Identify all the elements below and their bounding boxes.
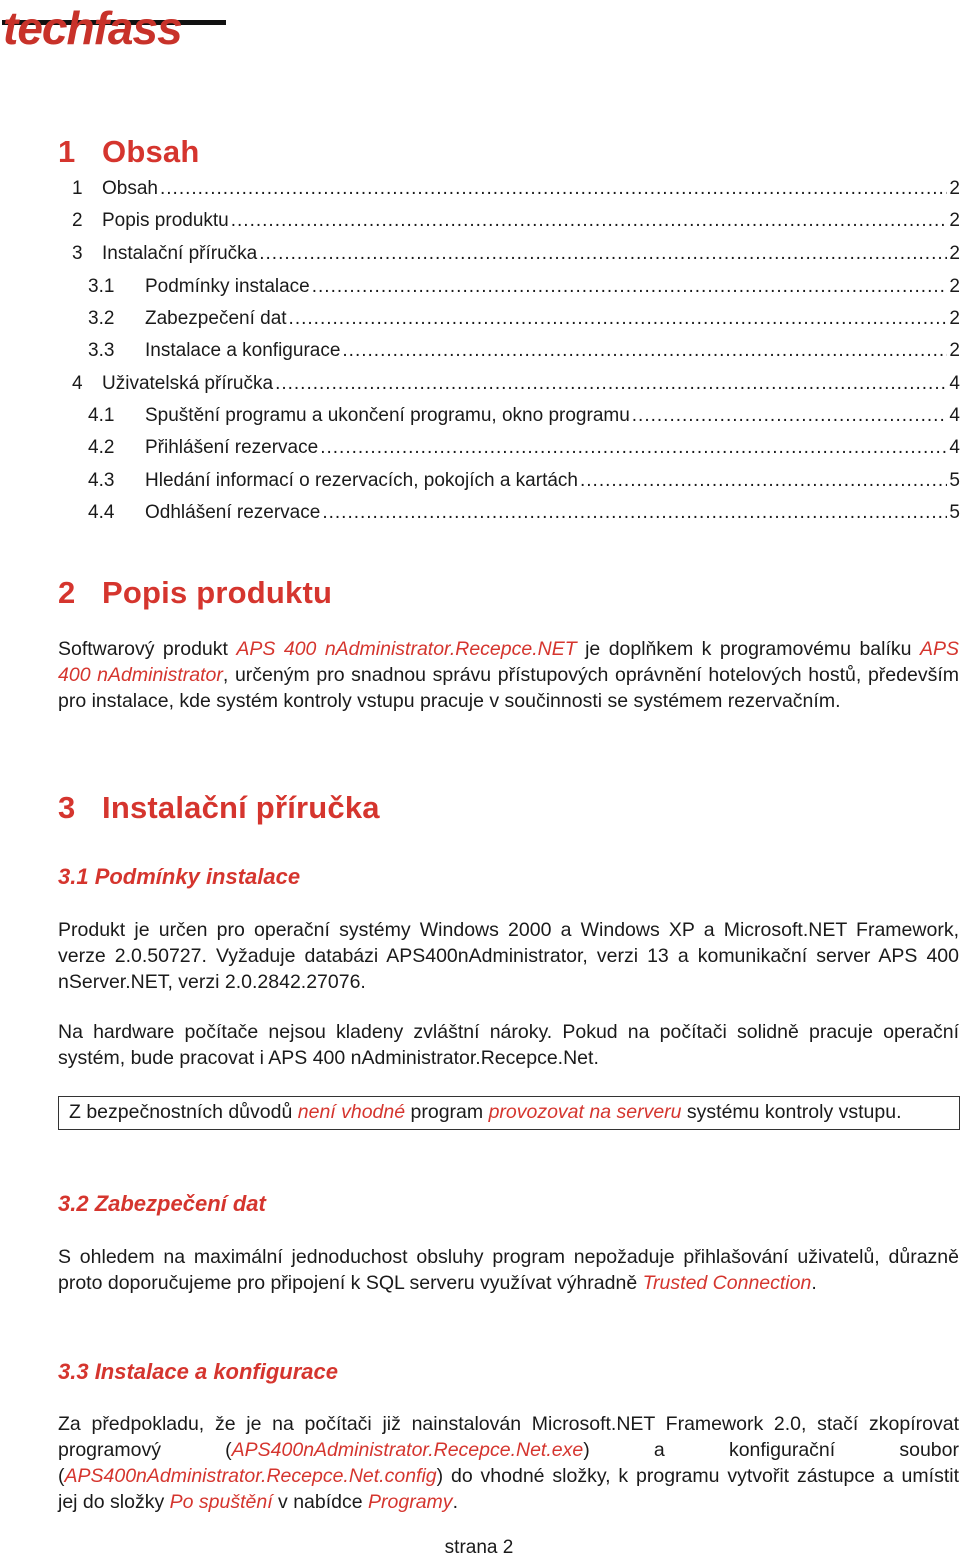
toc-number: 4.4 — [88, 502, 115, 523]
toc-entry-3-1[interactable] — [88, 274, 960, 300]
toc-number: 3.3 — [88, 340, 115, 361]
heading-obsah — [58, 134, 199, 170]
toc-page: 2 — [949, 340, 960, 361]
product-name: APS 400 nAdministrator.Recepce.NET — [236, 638, 577, 660]
toc-leader — [580, 468, 947, 494]
toc-title: Obsah — [102, 178, 158, 199]
heading-number: 1 — [58, 134, 76, 169]
toc-title: Instalace a konfigurace — [145, 340, 341, 361]
heading-title: Obsah — [102, 134, 200, 169]
text-run: Z bezpečnostních důvodů — [69, 1101, 298, 1123]
heading-zabezpeceni-dat: 3.2 Zabezpečení dat — [58, 1191, 266, 1216]
text-run: S ohledem na maximální jednoduchost obsluhy program nepožaduje přihlašování uživatelů, důrazně proto doporučujeme pro připojení k SQL serveru využívat výhradně — [58, 1246, 959, 1294]
toc-leader — [322, 500, 947, 526]
file-name: APS400nAdministrator.Recepce.Net.exe — [231, 1439, 584, 1461]
popis-paragraph — [58, 636, 959, 714]
toc-entry-2[interactable] — [72, 208, 960, 234]
toc-title: Hledání informací o rezervacích, pokojích a kartách — [145, 470, 578, 491]
toc-page: 2 — [949, 308, 960, 329]
toc-page: 2 — [949, 243, 960, 264]
podminky-paragraph-1: Produkt je určen pro operační systémy Windows 2000 a Windows XP a Microsoft.NET Framework, verze 2.0.50727. Vyžaduje databázi APS400nAdministrator, verzi 13 a komunikační server APS 400 nServer.NET, verzi 2.0.2842.27076. — [58, 919, 959, 993]
heading-popis-produktu — [58, 575, 332, 611]
toc-entry-4-4[interactable] — [88, 500, 960, 526]
text-run: systému kontroly vstupu. — [681, 1101, 902, 1123]
text-run: je doplňkem k programovému balíku — [576, 638, 920, 660]
toc-title: Odhlášení rezervace — [145, 502, 321, 523]
toc-title: Uživatelská příručka — [102, 373, 274, 394]
text-run: v nabídce — [272, 1491, 369, 1513]
text-run: ) do vhodné složky, k programu vytvořit zástupce a umístit jej do složky — [58, 1465, 959, 1513]
emphasis-text: provozovat na serveru — [488, 1101, 682, 1123]
text-run: program — [405, 1101, 489, 1123]
toc-page: 5 — [949, 470, 960, 491]
toc-number: 2 — [72, 210, 83, 231]
toc-title: Spuštění programu a ukončení programu, okno programu — [145, 405, 630, 426]
heading-number: 2 — [58, 575, 76, 610]
toc-page: 4 — [949, 405, 960, 426]
text-run: ) a konfigurační soubor ( — [58, 1439, 959, 1487]
toc-page: 5 — [949, 502, 960, 523]
heading-number: 3 — [58, 790, 76, 825]
toc-leader — [632, 403, 948, 429]
toc-leader — [289, 306, 948, 332]
heading-title: Popis produktu — [102, 575, 333, 610]
podminky-paragraph-2: Na hardware počítače nejsou kladeny zvláštní nároky. Pokud na počítači solidně pracuje operační systém, bude pracovat i APS 400 nAdministrator.Recepce.Net. — [58, 1021, 959, 1069]
toc-number: 4.3 — [88, 470, 115, 491]
toc-page: 4 — [949, 373, 960, 394]
toc-title: Instalační příručka — [102, 243, 258, 264]
toc-leader — [231, 208, 948, 234]
text-run: Softwarový produkt — [58, 638, 237, 660]
logo-text: techfass — [3, 2, 182, 52]
toc-entry-4-1[interactable] — [88, 403, 960, 429]
page-footer — [0, 1537, 960, 1559]
toc-leader — [312, 274, 948, 300]
product-name: APS 400 nAdministrator — [58, 638, 959, 686]
text-run: , určeným pro snadnou správu přístupových oprávnění hotelových hostů, především pro instalace, kde systém kontroly vstupu pracuje v součinnosti se systémem rezervačním. — [58, 664, 959, 712]
heading-podminky-instalace: 3.1 Podmínky instalace — [58, 864, 301, 889]
toc-page: 2 — [949, 210, 960, 231]
security-note-box — [58, 1096, 960, 1130]
toc-leader — [342, 338, 947, 364]
toc-title: Popis produktu — [102, 210, 229, 231]
toc-leader — [259, 241, 947, 267]
techfass-logo-graphic — [2, 0, 226, 52]
toc-page: 2 — [949, 178, 960, 199]
heading-instalace-a-konfigurace: 3.3 Instalace a konfigurace — [58, 1359, 339, 1384]
toc-leader — [160, 176, 947, 202]
toc-number: 3.1 — [88, 276, 115, 297]
menu-reference: Po spuštění — [169, 1491, 273, 1513]
heading-instalacni-prirucka — [58, 790, 380, 826]
toc-entry-3[interactable] — [72, 241, 960, 267]
toc-leader — [320, 435, 947, 461]
toc-entry-4[interactable] — [72, 371, 960, 397]
toc-number: 4.1 — [88, 405, 115, 426]
file-name: APS400nAdministrator.Recepce.Net.config — [64, 1465, 437, 1487]
toc-title: Přihlášení rezervace — [145, 437, 319, 458]
toc-number: 1 — [72, 178, 83, 199]
menu-reference: Programy — [368, 1491, 453, 1513]
text-run: . — [452, 1491, 458, 1513]
toc-entry-4-2[interactable] — [88, 435, 960, 461]
toc-number: 4 — [72, 373, 83, 394]
toc-number: 4.2 — [88, 437, 115, 458]
text-run: Za předpokladu, že je na počítači již nainstalován Microsoft.NET Framework 2.0, stačí zkopírovat programový ( — [58, 1413, 959, 1461]
toc-title: Podmínky instalace — [145, 276, 310, 297]
toc-page: 2 — [949, 276, 960, 297]
text-run: . — [811, 1272, 817, 1294]
instalace-paragraph — [58, 1411, 959, 1515]
toc-number: 3 — [72, 243, 83, 264]
heading-title: Instalační příručka — [102, 790, 380, 825]
emphasis-text: Trusted Connection — [642, 1272, 812, 1294]
toc-page: 4 — [949, 437, 960, 458]
toc-number: 3.2 — [88, 308, 115, 329]
toc-entry-3-3[interactable] — [88, 338, 960, 364]
toc-leader — [275, 371, 947, 397]
page-number: strana 2 — [444, 1537, 514, 1558]
toc-entry-4-3[interactable] — [88, 468, 960, 494]
toc-entry-3-2[interactable] — [88, 306, 960, 332]
zabezpeceni-paragraph — [58, 1244, 959, 1296]
toc-title: Zabezpečení dat — [145, 308, 287, 329]
emphasis-text: není vhodné — [297, 1101, 406, 1123]
toc-entry-1[interactable] — [72, 176, 960, 202]
techfass-logo — [2, 0, 226, 52]
